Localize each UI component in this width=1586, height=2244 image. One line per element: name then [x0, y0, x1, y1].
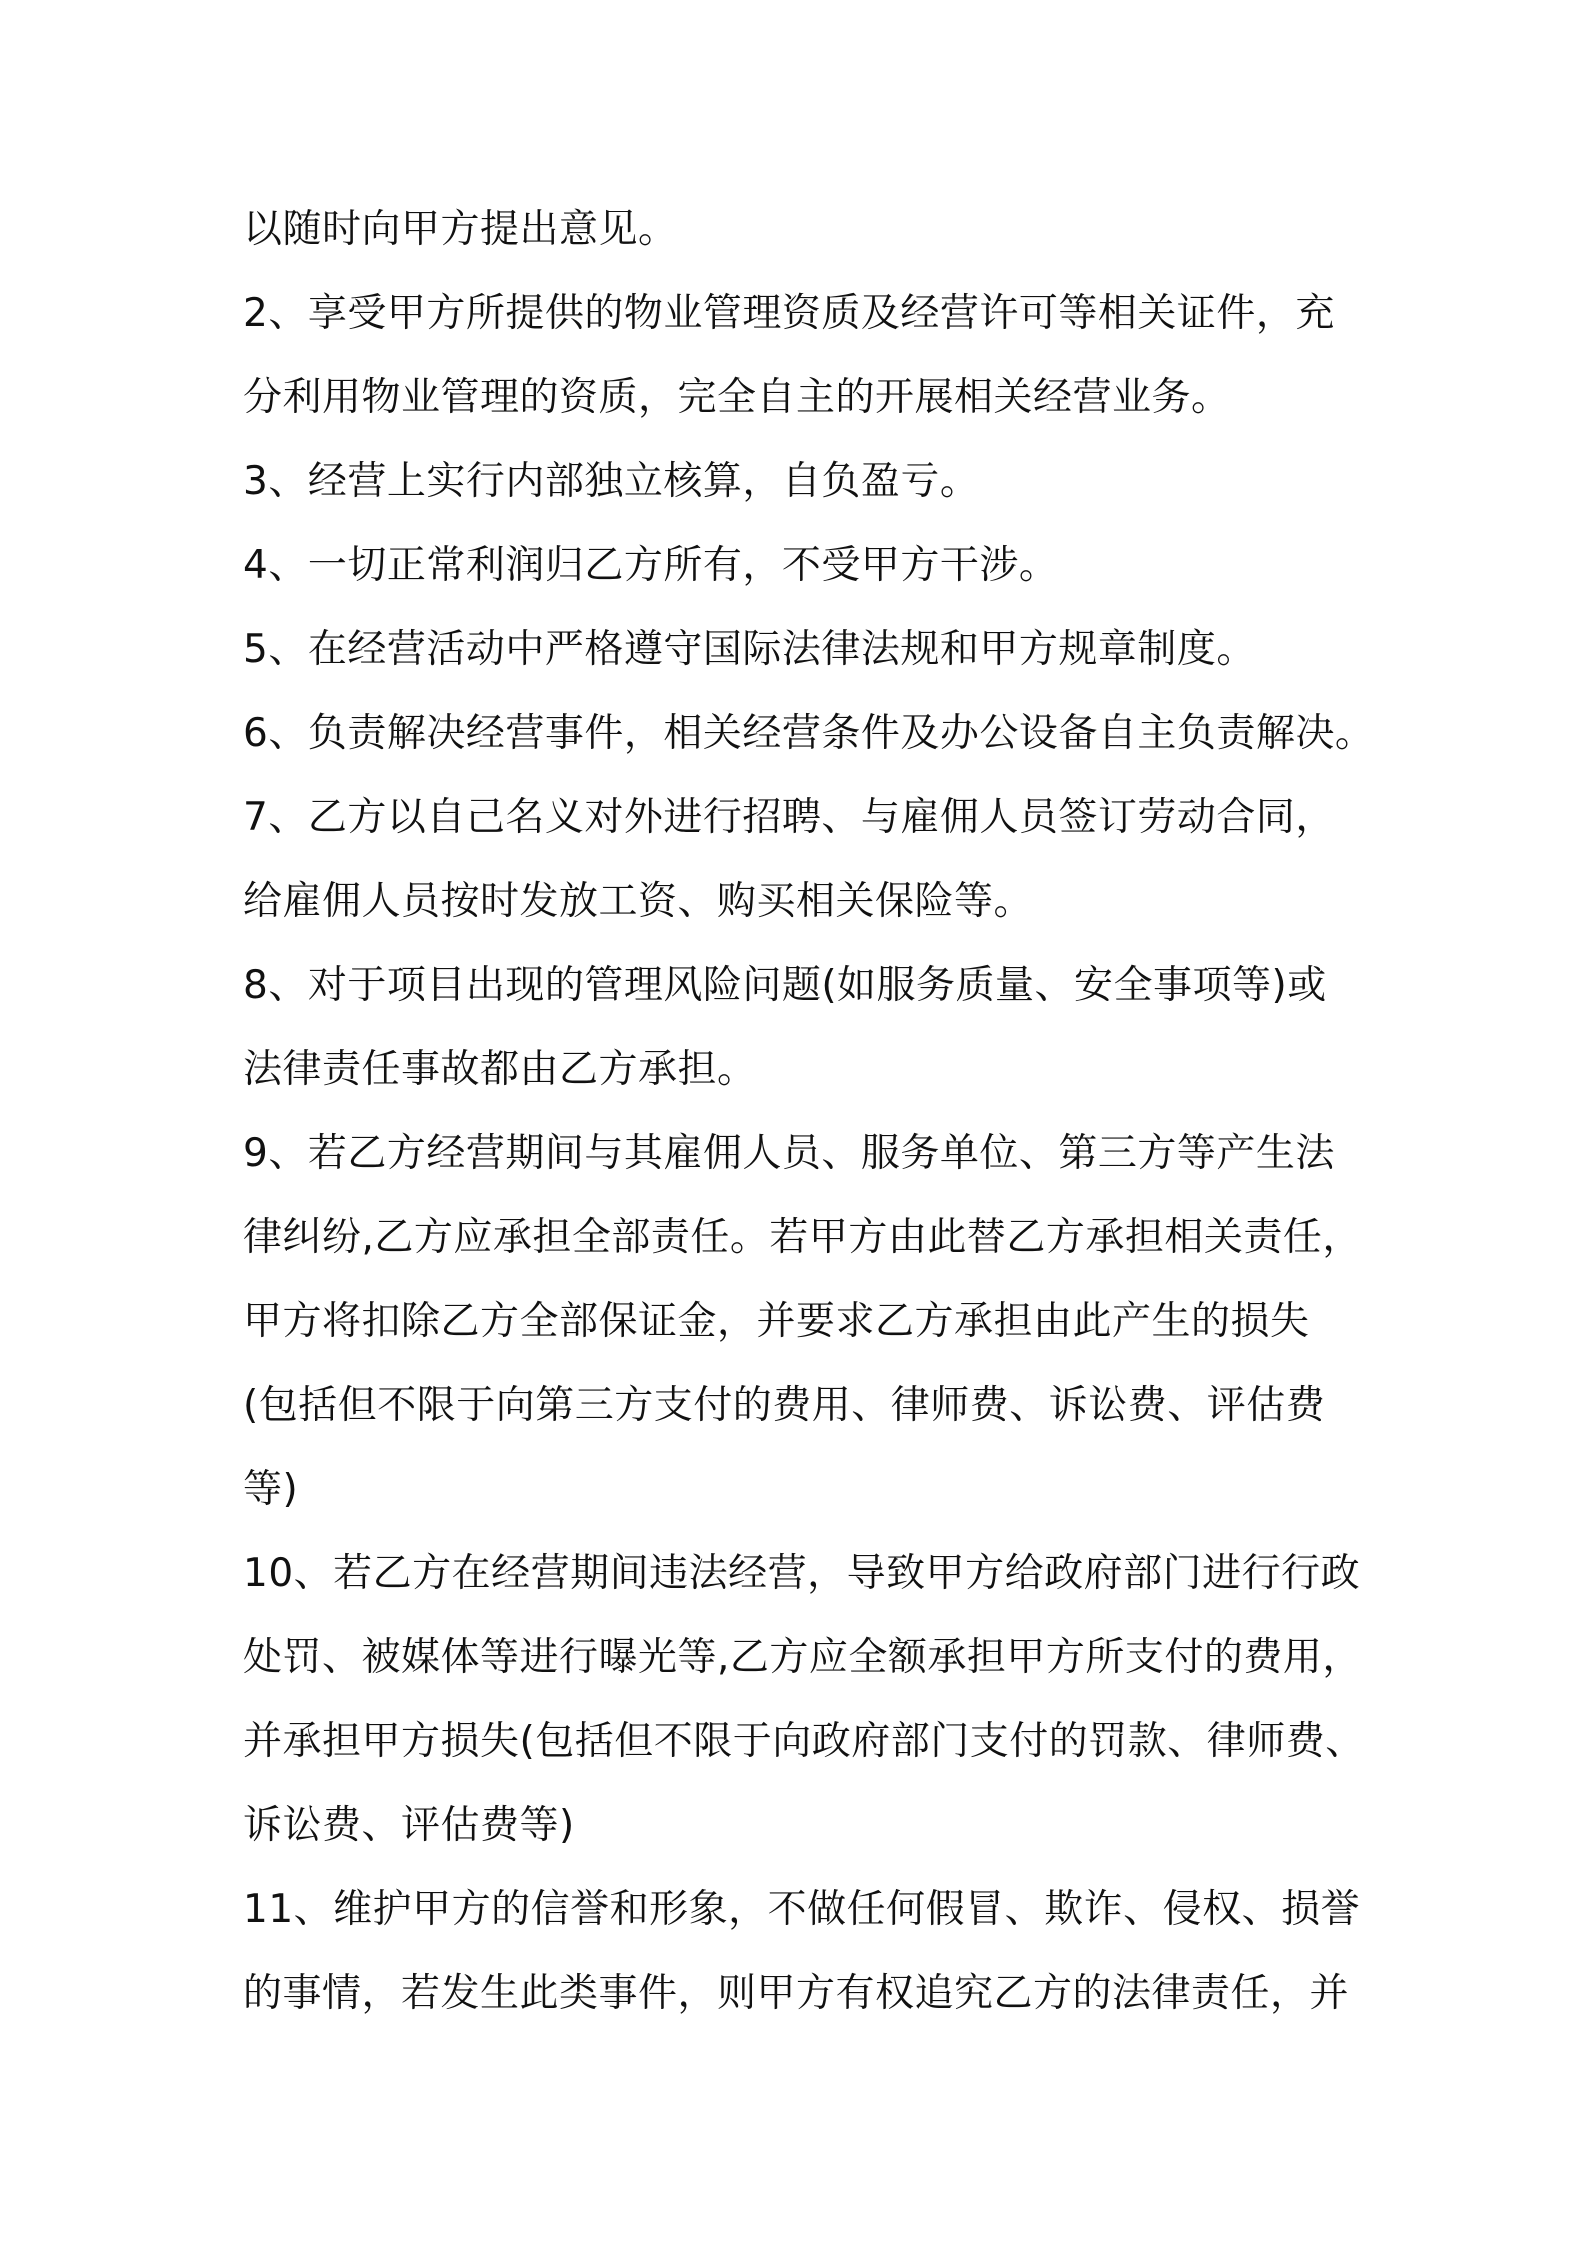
text-line-18: 处罚、被媒体等进行曝光等,乙方应全额承担甲方所支付的费用，	[243, 1635, 1362, 1680]
text-line-9: 给雇佣人员按时发放工资、购买相关保险等。	[243, 879, 1034, 924]
text-line-22: 的事情，若发生此类事件，则甲方有权追究乙方的法律责任，并	[243, 1971, 1350, 2016]
text-line-17: 10、若乙方在经营期间违法经营，导致甲方给政府部门进行行政	[243, 1551, 1361, 1596]
text-line-19: 并承担甲方损失(包括但不限于向政府部门支付的罚款、律师费、	[243, 1719, 1365, 1764]
text-line-14: 甲方将扣除乙方全部保证金，并要求乙方承担由此产生的损失	[243, 1299, 1310, 1344]
text-line-5: 4、一切正常利润归乙方所有，不受甲方干涉。	[243, 543, 1059, 588]
text-line-4: 3、经营上实行内部独立核算，自负盈亏。	[243, 459, 980, 504]
text-line-6: 5、在经营活动中严格遵守国际法律法规和甲方规章制度。	[243, 627, 1256, 672]
text-line-7: 6、负责解决经营事件，相关经营条件及办公设备自主负责解决。	[243, 711, 1375, 756]
text-line-12: 9、若乙方经营期间与其雇佣人员、服务单位、第三方等产生法	[243, 1131, 1335, 1176]
text-line-16: 等)	[243, 1467, 299, 1512]
text-line-11: 法律责任事故都由乙方承担。	[243, 1047, 757, 1092]
document-body	[243, 188, 1375, 2036]
text-line-3: 分利用物业管理的资质，完全自主的开展相关经营业务。	[243, 375, 1231, 420]
text-line-10: 8、对于项目出现的管理风险问题(如服务质量、安全事项等)或	[243, 963, 1327, 1008]
text-line-2: 2、享受甲方所提供的物业管理资质及经营许可等相关证件，充	[243, 291, 1335, 336]
text-line-20: 诉讼费、评估费等)	[243, 1803, 575, 1848]
text-line-13: 律纠纷,乙方应承担全部责任。若甲方由此替乙方承担相关责任，	[243, 1215, 1362, 1260]
text-line-1: 以随时向甲方提出意见。	[243, 207, 678, 252]
text-line-15: (包括但不限于向第三方支付的费用、律师费、诉讼费、评估费	[243, 1383, 1326, 1428]
text-line-21: 11、维护甲方的信誉和形象，不做任何假冒、欺诈、侵权、损誉	[243, 1887, 1361, 1932]
text-line-8: 7、乙方以自己名义对外进行招聘、与雇佣人员签订劳动合同，	[243, 795, 1335, 840]
